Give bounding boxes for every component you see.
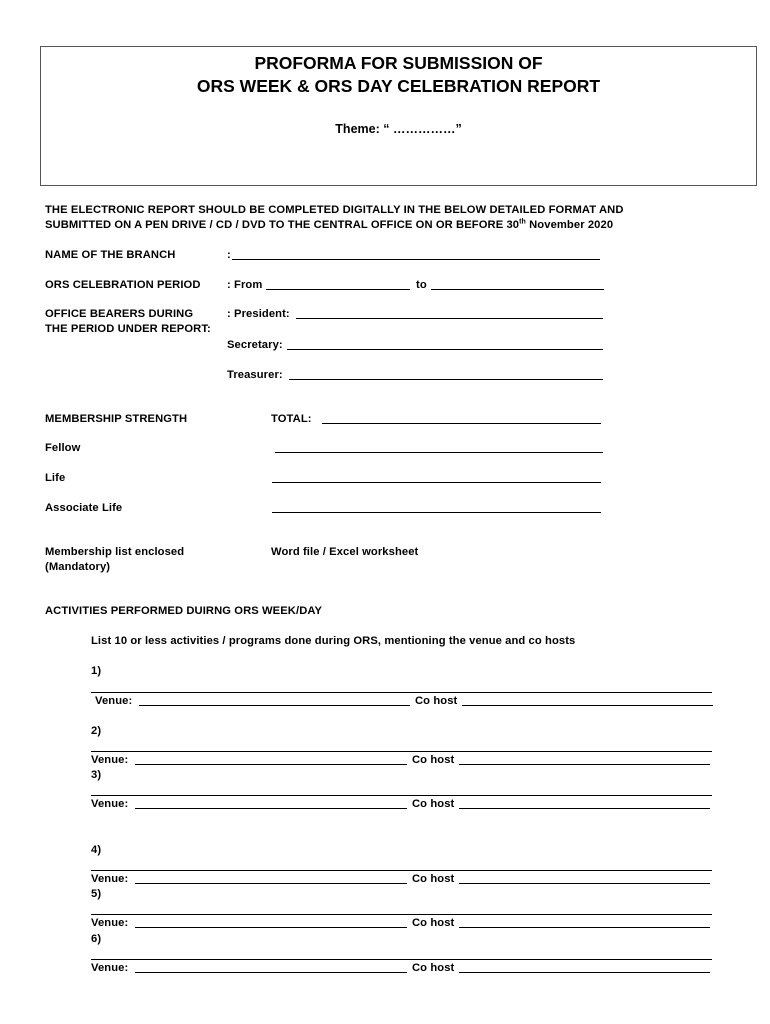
- cohost-line[interactable]: [459, 972, 710, 973]
- venue-line[interactable]: [135, 972, 407, 973]
- venue-line[interactable]: [135, 927, 407, 928]
- period-from-line[interactable]: [266, 289, 410, 290]
- activity-description-line[interactable]: [91, 870, 712, 871]
- activity-number: 4): [91, 844, 102, 856]
- cohost-label: Co host: [412, 873, 455, 885]
- instruction-line-1: THE ELECTRONIC REPORT SHOULD BE COMPLETED DIGITALLY IN THE BELOW DETAILED FORMAT AND: [45, 204, 624, 216]
- cohost-label: Co host: [412, 754, 455, 766]
- membership-total-label: TOTAL:: [271, 413, 312, 425]
- membership-list-format: Word file / Excel worksheet: [271, 546, 419, 558]
- treasurer-label: Treasurer:: [227, 369, 283, 381]
- president-label: : President:: [227, 308, 290, 320]
- associate-life-line[interactable]: [272, 512, 601, 513]
- fellow-label: Fellow: [45, 442, 81, 454]
- membership-heading: MEMBERSHIP STRENGTH: [45, 413, 188, 425]
- activity-description-line[interactable]: [91, 692, 712, 693]
- venue-label: Venue:: [91, 754, 129, 766]
- instruction-line-2: [45, 219, 613, 231]
- fellow-line[interactable]: [275, 452, 603, 453]
- membership-list-label-2: (Mandatory): [45, 561, 111, 573]
- bearers-label-line-1: OFFICE BEARERS DURING: [45, 308, 194, 320]
- instruction-superscript: th: [519, 218, 526, 226]
- period-to-label: to: [416, 279, 427, 291]
- activity-number: 5): [91, 888, 102, 900]
- instruction-line-2-text: SUBMITTED ON A PEN DRIVE / CD / DVD TO THE CENTRAL OFFICE ON OR BEFORE 30: [45, 219, 520, 231]
- life-label: Life: [45, 472, 66, 484]
- venue-label: Venue:: [91, 873, 129, 885]
- membership-total-line[interactable]: [322, 423, 601, 424]
- activity-number: 1): [91, 665, 102, 677]
- cohost-line[interactable]: [459, 883, 710, 884]
- cohost-label: Co host: [412, 962, 455, 974]
- activity-number: 2): [91, 725, 102, 737]
- branch-label: NAME OF THE BRANCH: [45, 249, 176, 261]
- theme-line: Theme: “ ……………”: [335, 122, 462, 136]
- venue-line[interactable]: [139, 705, 410, 706]
- secretary-label: Secretary:: [227, 339, 283, 351]
- cohost-label: Co host: [412, 917, 455, 929]
- instruction-line-2-date: November 2020: [525, 219, 614, 231]
- period-label: ORS CELEBRATION PERIOD: [45, 279, 201, 291]
- cohost-line[interactable]: [459, 808, 710, 809]
- form-title-line-1: PROFORMA FOR SUBMISSION OF: [254, 53, 543, 73]
- venue-label: Venue:: [95, 695, 133, 707]
- activity-description-line[interactable]: [91, 914, 712, 915]
- cohost-line[interactable]: [459, 927, 710, 928]
- cohost-label: Co host: [415, 695, 458, 707]
- form-title-line-2: ORS WEEK & ORS DAY CELEBRATION REPORT: [196, 76, 601, 96]
- period-from-label: : From: [227, 279, 263, 291]
- activities-heading: ACTIVITIES PERFORMED DUIRNG ORS WEEK/DAY: [45, 605, 323, 617]
- activity-description-line[interactable]: [91, 795, 712, 796]
- venue-line[interactable]: [135, 764, 407, 765]
- cohost-label: Co host: [412, 798, 455, 810]
- cohost-line[interactable]: [459, 764, 710, 765]
- secretary-line[interactable]: [287, 349, 603, 350]
- period-to-line[interactable]: [431, 289, 604, 290]
- bearers-label-line-2: THE PERIOD UNDER REPORT:: [45, 323, 211, 335]
- header-box: [40, 46, 757, 186]
- activity-number: 3): [91, 769, 102, 781]
- venue-line[interactable]: [135, 883, 407, 884]
- cohost-line[interactable]: [462, 705, 713, 706]
- venue-label: Venue:: [91, 962, 129, 974]
- venue-label: Venue:: [91, 798, 129, 810]
- activity-description-line[interactable]: [91, 959, 712, 960]
- activity-description-line[interactable]: [91, 751, 712, 752]
- president-line[interactable]: [296, 318, 603, 319]
- venue-line[interactable]: [135, 808, 407, 809]
- associate-life-label: Associate Life: [45, 502, 123, 514]
- treasurer-line[interactable]: [289, 379, 603, 380]
- life-line[interactable]: [272, 482, 601, 483]
- activities-intro: List 10 or less activities / programs done during ORS, mentioning the venue and co hosts: [91, 635, 576, 647]
- branch-input-line[interactable]: [232, 259, 600, 260]
- venue-label: Venue:: [91, 917, 129, 929]
- activity-number: 6): [91, 933, 102, 945]
- membership-list-label-1: Membership list enclosed: [45, 546, 185, 558]
- branch-colon: :: [227, 249, 231, 261]
